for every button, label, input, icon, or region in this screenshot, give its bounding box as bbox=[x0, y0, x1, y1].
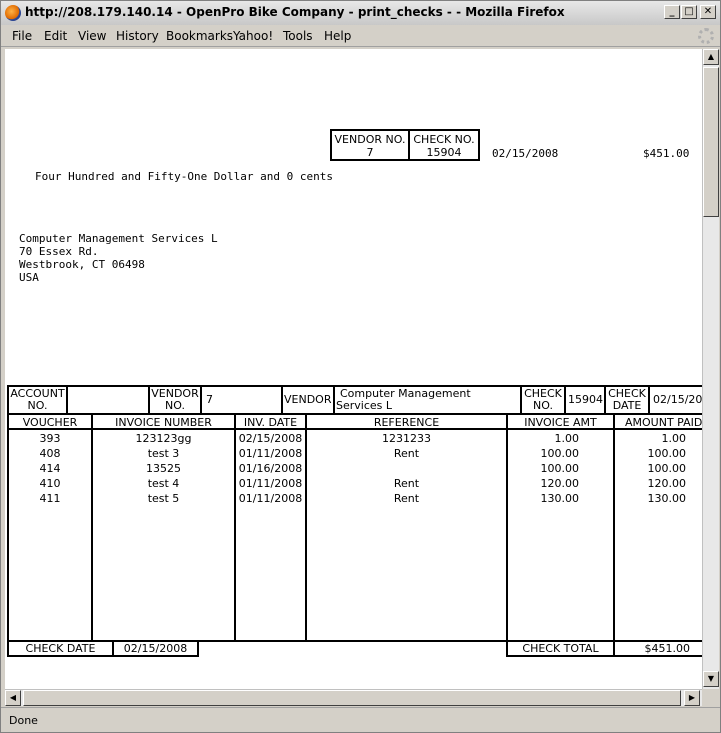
account-no-label-line2: NO. bbox=[27, 399, 48, 412]
footer-check-date-label: CHECK DATE bbox=[25, 642, 96, 655]
scroll-left-arrow-icon[interactable]: ◀ bbox=[5, 690, 21, 706]
horizontal-scrollbar[interactable] bbox=[5, 689, 702, 706]
row-reference: Rent bbox=[393, 447, 420, 460]
col-header-inv-date: INV. DATE bbox=[243, 416, 298, 429]
row-voucher: 408 bbox=[39, 447, 61, 460]
maximize-button[interactable]: □ bbox=[681, 5, 697, 19]
footer-divider bbox=[197, 640, 199, 657]
vendor-no-value: 7 bbox=[366, 146, 374, 159]
footer-check-date-value: 02/15/2008 bbox=[123, 642, 188, 655]
status-bar bbox=[1, 707, 720, 732]
row-amount-paid: 120.00 bbox=[647, 477, 686, 490]
stub-check-date-label-line1: CHECK bbox=[608, 387, 646, 400]
scroll-right-arrow-icon[interactable]: ▶ bbox=[684, 690, 700, 706]
payee-city: Westbrook, CT 06498 bbox=[19, 258, 145, 271]
row-invoice-amt: 130.00 bbox=[540, 492, 579, 505]
check-no-label: CHECK NO. bbox=[413, 133, 475, 146]
stub-divider bbox=[66, 385, 68, 415]
row-amount-paid: 1.00 bbox=[661, 432, 686, 445]
stub-check-no-label bbox=[522, 388, 564, 412]
close-button[interactable]: ✕ bbox=[700, 5, 716, 19]
col-header-voucher: VOUCHER bbox=[22, 416, 78, 429]
account-no-label bbox=[9, 388, 66, 412]
stub-check-date-label bbox=[606, 388, 648, 412]
title-bar bbox=[1, 1, 720, 25]
row-voucher: 393 bbox=[39, 432, 61, 445]
minimize-button[interactable]: _ bbox=[664, 5, 680, 19]
row-reference: Rent bbox=[393, 492, 420, 505]
stub-divider bbox=[281, 385, 283, 415]
row-invoice: 123123gg bbox=[135, 432, 192, 445]
menu-help[interactable]: Help bbox=[324, 29, 352, 43]
row-invoice: test 5 bbox=[147, 492, 180, 505]
row-date: 02/15/2008 bbox=[238, 432, 303, 445]
stub-vendor-label: VENDOR bbox=[284, 393, 332, 406]
payee-country: USA bbox=[19, 271, 39, 284]
vendor-no-box bbox=[330, 129, 410, 161]
firefox-logo-icon bbox=[5, 5, 21, 21]
footer-check-total-label: CHECK TOTAL bbox=[522, 642, 599, 655]
col-header-reference: REFERENCE bbox=[373, 416, 440, 429]
row-reference: Rent bbox=[393, 477, 420, 490]
stub-vendor-no-label-line1: VENDOR bbox=[151, 387, 199, 400]
row-invoice: 13525 bbox=[146, 462, 181, 475]
stub-divider bbox=[200, 385, 202, 415]
row-voucher: 414 bbox=[39, 462, 61, 475]
horizontal-scroll-thumb[interactable] bbox=[23, 690, 681, 706]
vendor-no-label: VENDOR NO. bbox=[334, 133, 406, 146]
menu-tools[interactable]: Tools bbox=[283, 29, 313, 43]
row-invoice-amt: 1.00 bbox=[554, 432, 579, 445]
throbber-icon bbox=[698, 28, 714, 44]
col-header-invoice-amt: INVOICE AMT bbox=[524, 416, 597, 429]
row-invoice-amt: 100.00 bbox=[540, 462, 579, 475]
payee-street: 70 Essex Rd. bbox=[19, 245, 99, 258]
row-amount-paid: 130.00 bbox=[647, 492, 686, 505]
amount-in-words: Four Hundred and Fifty-One Dollar and 0 cents bbox=[35, 170, 334, 183]
menu-file[interactable]: File bbox=[12, 29, 33, 43]
menu-bar bbox=[1, 25, 720, 47]
row-date: 01/11/2008 bbox=[238, 492, 303, 505]
check-amount: $451.00 bbox=[643, 147, 690, 160]
col-header-invoice-number: INVOICE NUMBER bbox=[115, 416, 212, 429]
footer-bottom-border-left bbox=[7, 655, 199, 657]
footer-check-total-value: $451.00 bbox=[644, 642, 690, 655]
vertical-scrollbar[interactable] bbox=[702, 49, 719, 689]
row-reference: 1231233 bbox=[382, 432, 431, 445]
stub-divider bbox=[648, 385, 650, 415]
stub-vendor-name-line2: Services L bbox=[336, 399, 393, 412]
check-no-value: 15904 bbox=[426, 146, 462, 159]
stub-vendor-no-label bbox=[150, 388, 200, 412]
row-invoice: test 4 bbox=[147, 477, 180, 490]
stub-vendor-no-value: 7 bbox=[206, 393, 213, 406]
stub-check-no-value: 15904 bbox=[568, 393, 603, 406]
stub-check-date-value: 02/15/20 bbox=[653, 393, 702, 406]
row-amount-paid: 100.00 bbox=[647, 462, 686, 475]
scroll-up-arrow-icon[interactable]: ▲ bbox=[703, 49, 719, 65]
footer-bottom-border-right bbox=[506, 655, 702, 657]
stub-vendor-name-line1: Computer Management bbox=[340, 387, 471, 400]
col-header-amount-paid: AMOUNT PAID bbox=[625, 416, 702, 429]
row-amount-paid: 100.00 bbox=[647, 447, 686, 460]
check-date: 02/15/2008 bbox=[492, 147, 559, 160]
row-invoice: test 3 bbox=[147, 447, 180, 460]
row-date: 01/11/2008 bbox=[238, 447, 303, 460]
row-invoice-amt: 120.00 bbox=[540, 477, 579, 490]
row-date: 01/11/2008 bbox=[238, 477, 303, 490]
scrollbar-corner bbox=[702, 689, 719, 706]
payee-address bbox=[19, 232, 218, 284]
menu-yahoo[interactable]: Yahoo! bbox=[233, 29, 274, 43]
check-no-box bbox=[408, 129, 480, 161]
stub-vendor-no-label-line2: NO. bbox=[165, 399, 185, 412]
menu-history[interactable]: History bbox=[116, 29, 159, 43]
stub-check-no-label-line1: CHECK bbox=[524, 387, 562, 400]
row-date: 01/16/2008 bbox=[238, 462, 303, 475]
row-invoice-amt: 100.00 bbox=[540, 447, 579, 460]
stub-header-bottom-border bbox=[7, 413, 702, 415]
menu-edit[interactable]: Edit bbox=[44, 29, 68, 43]
row-voucher: 411 bbox=[39, 492, 61, 505]
menu-bookmarks[interactable]: Bookmarks bbox=[166, 29, 234, 43]
stub-vendor-name bbox=[336, 388, 471, 412]
menu-view[interactable]: View bbox=[78, 29, 107, 43]
window-title: http://208.179.140.14 - OpenPro Bike Company - print_checks - - Mozilla Firefox bbox=[25, 5, 565, 19]
status-text: Done bbox=[9, 714, 38, 727]
vertical-scroll-thumb[interactable] bbox=[703, 67, 719, 217]
row-voucher: 410 bbox=[39, 477, 61, 490]
scroll-down-arrow-icon[interactable]: ▼ bbox=[703, 671, 719, 687]
payee-name: Computer Management Services L bbox=[19, 232, 218, 245]
stub-divider bbox=[564, 385, 566, 415]
stub-divider bbox=[333, 385, 335, 415]
stub-check-no-label-line2: NO. bbox=[533, 399, 553, 412]
page-content bbox=[5, 49, 702, 689]
account-no-label-line1: ACCOUNT bbox=[10, 387, 65, 400]
stub-check-date-label-line2: DATE bbox=[612, 399, 642, 412]
